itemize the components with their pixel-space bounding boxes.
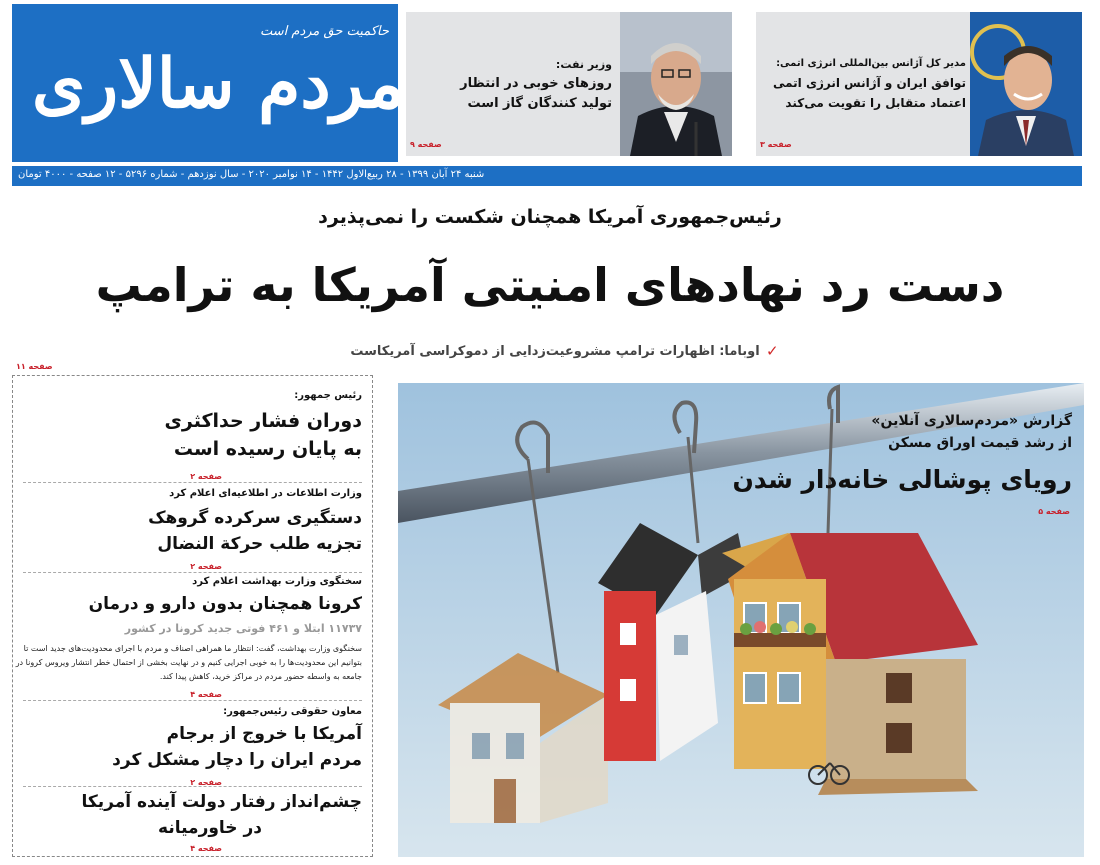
page-reference: صفحه ۱۱ [16,362,53,371]
story-body-line: سخنگوی وزارت بهداشت، گفت: انتظار ما همراهی اصناف و مردم با اجرای محدودیت‌های جدید است تا [23,644,362,653]
page-reference: صفحه ۴ [190,844,222,853]
page-reference: صفحه ۵ [1038,507,1070,516]
story-headline[interactable]: دوران فشار حداکثری [164,410,362,432]
story-kicker: وزارت اطلاعات در اطلاعیه‌ای اعلام کرد [169,488,362,499]
story-headline[interactable]: مردم ایران را دچار مشکل کرد [112,750,362,770]
story-headline[interactable]: کرونا همچنان بدون دارو و درمان [88,594,362,614]
story-headline[interactable]: آمریکا با خروج از برجام [166,724,362,744]
story-headline[interactable]: چشم‌انداز رفتار دولت آینده آمریکا [81,792,362,812]
story-headline[interactable]: به پایان رسیده است [173,438,362,460]
teaser-oil-minister[interactable] [406,12,732,156]
date-bar [12,166,1082,186]
teaser-headline-line: تولید کنندگان گاز است [467,96,612,111]
teaser-iaea-director[interactable] [756,12,1082,156]
story-kicker: سخنگوی وزارت بهداشت اعلام کرد [192,576,362,587]
page-reference: صفحه ۴ [190,690,222,699]
photo-story-miniature-houses[interactable] [398,383,1084,857]
divider [23,482,362,483]
main-headline[interactable]: دست رد نهادهای امنیتی آمریکا به ترامپ [95,258,1005,312]
story-body-line: جامعه به واسطه حضور مردم در مراکز خرید، کاهش پیدا کند. [159,672,362,681]
photo-story-kicker: گزارش «مردم‌سالاری آنلاین» [871,413,1072,429]
story-headline[interactable]: تجزیه طلب حرکة النضال [157,534,362,554]
story-kicker: معاون حقوقی رئیس‌جمهور: [223,706,362,717]
portrait-oil-minister [620,12,732,156]
masthead [12,4,405,162]
houses-photo [398,383,1084,857]
page-reference: صفحه ۲ [190,778,222,787]
news-column [12,375,373,857]
divider [23,786,362,787]
portrait-iaea-director [970,12,1082,156]
newspaper-logo: مردم سالاری [32,44,405,124]
story-headline[interactable]: دستگیری سرکرده گروهک [148,508,362,528]
check-icon: ✓ [766,342,779,360]
teaser-kicker: مدیر کل آژانس بین‌المللی انرژی اتمی: [776,58,966,69]
story-kicker: رئیس جمهور: [294,390,362,401]
teaser-headline-line: توافق ایران و آژانس انرژی اتمی [772,76,966,90]
page-reference: صفحه ۹ [410,140,442,149]
divider [23,572,362,573]
divider [23,700,362,701]
story-stat-line: ۱۱۷۳۷ ابتلا و ۴۶۱ فوتی جدید کرونا در کشور [124,622,362,635]
page-reference: صفحه ۲ [190,562,222,571]
masthead-tagline: حاکمیت حق مردم است [260,24,389,39]
photo-story-subtitle: از رشد قیمت اوراق مسکن [888,435,1072,451]
sub-headline: اوباما: اظهارات ترامپ مشروعیت‌زدایی از دموکراسی آمریکاست [350,344,760,359]
teaser-headline-line: اعتماد متقابل را تقویت می‌کند [785,96,966,110]
page-reference: صفحه ۳ [760,140,792,149]
super-headline: رئیس‌جمهوری آمریکا همچنان شکست را نمی‌پذیرد [318,206,782,228]
dateline: شنبه ۲۴ آبان ۱۳۹۹ - ۲۸ ربیع‌الاول ۱۴۴۲ - ۱۴ نوامبر ۲۰۲۰ - سال نوزدهم - شماره ۵۲۹۶ - ۱۲ صفحه - ۴۰۰۰ تومان [18,169,485,180]
teaser-headline-line: روزهای خوبی در انتظار [460,76,612,91]
story-body-line: بتوانیم این محدودیت‌ها را به خوبی اجرایی کنیم و در نهایت بخشی از احتمال خطر انتشار ویروس کرونا در [15,658,362,667]
page-reference: صفحه ۲ [190,472,222,481]
teaser-kicker: وزیر نفت: [555,58,612,71]
photo-story-title[interactable]: رویای پوشالی خانه‌دار شدن [732,465,1072,494]
story-headline[interactable]: در خاورمیانه [158,818,262,838]
